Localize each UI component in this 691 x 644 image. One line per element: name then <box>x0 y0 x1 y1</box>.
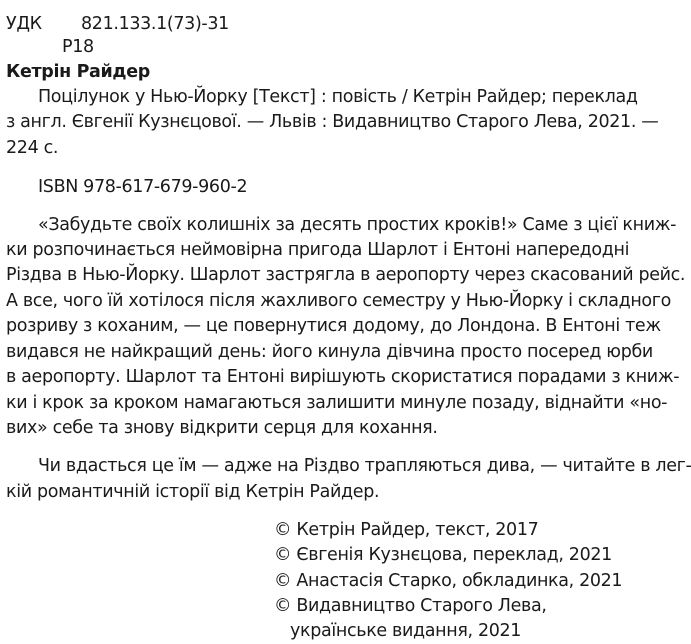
annotation-line: Чи вдасться це їм — адже на Різдво трапляються дива, — читайте в лег- <box>38 456 691 476</box>
copyright-line: © Видавництво Старого Лева, <box>274 596 547 616</box>
annotation-line: розриву з коханим, — це повернутися додому, до Лондона. В Ентоні теж <box>6 316 661 336</box>
annotation-line: в аеропорту. Шарлот та Ентоні вирішують скористатися порадами з книж- <box>6 367 680 387</box>
author-code: Р18 <box>62 37 94 57</box>
annotation-line: А все, чого їй хотілося після жахливого семестру у Нью-Йорку і складного <box>6 291 671 311</box>
udk-code: 821.133.1(73)-31 <box>81 14 229 34</box>
annotation-line: Різдва в Нью-Йорку. Шарлот застрягла в аеропорту через скасований рейс. <box>6 265 686 285</box>
bibliographic-description-line: Поцілунок у Нью-Йорку [Текст] : повість / Кетрін Райдер; переклад <box>38 87 638 107</box>
udk-label: УДК <box>6 14 42 34</box>
copyright-line: © Кетрін Райдер, текст, 2017 <box>274 520 539 540</box>
annotation-line: вих» себе та знову відкрити серця для кохання. <box>6 418 438 438</box>
copyright-line: © Євгенія Кузнєцова, переклад, 2021 <box>274 545 612 565</box>
bibliographic-description-line: 224 с. <box>6 138 59 158</box>
annotation-line: «Забудьте своїх колишніх за десять простих кроків!» Саме з цієї книж- <box>38 215 677 235</box>
annotation-line: ки і крок за кроком намагаються залишити минуле позаду, віднайти «но- <box>6 393 668 413</box>
copyright-line: українське видання, 2021 <box>290 621 522 641</box>
copyright-line: © Анастасія Старко, обкладинка, 2021 <box>274 571 623 591</box>
annotation-line: ки розпочинається неймовірна пригода Шарлот і Ентоні напередодні <box>6 240 630 260</box>
annotation-line: кій романтичній історії від Кетрін Райдер. <box>6 482 380 502</box>
annotation-line: видався не найкращий день: його кинула дівчина просто посеред юрби <box>6 342 653 362</box>
author-heading: Кетрін Райдер <box>6 62 150 82</box>
isbn: ISBN 978-617-679-960-2 <box>38 177 248 197</box>
bibliographic-description-line: з англ. Євгенії Кузнєцової. — Львів : Видавництво Старого Лева, 2021. — <box>6 112 659 132</box>
